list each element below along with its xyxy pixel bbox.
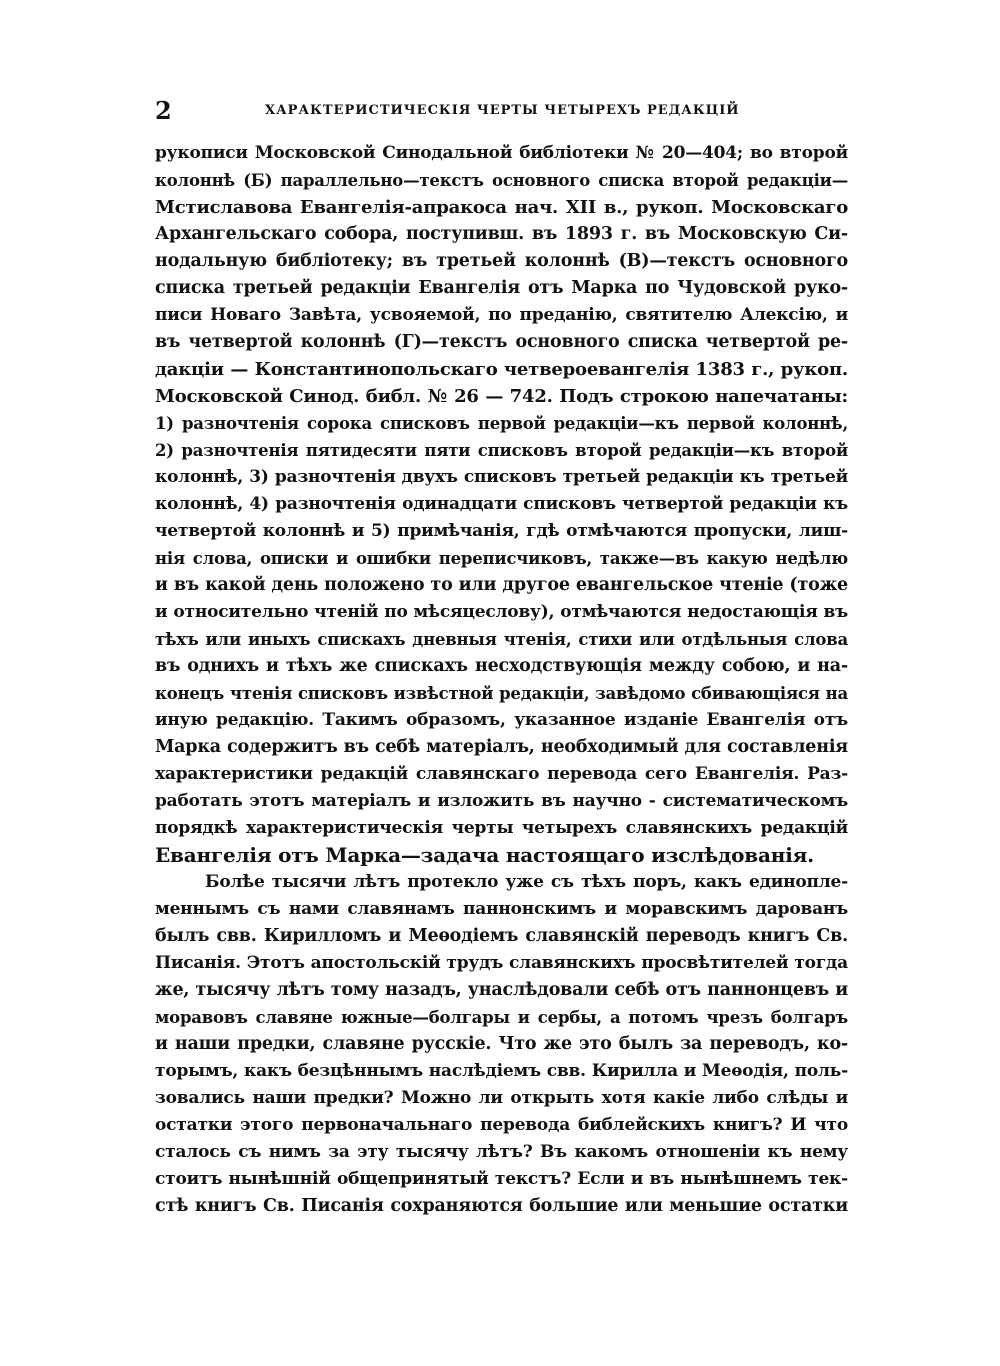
- text-line: тѣхъ или иныхъ спискахъ дневныя чтенія, стихи или отдѣльныя слова: [155, 630, 848, 649]
- text-line: въ четвертой колоннѣ (Г)—текстъ основного списка четвертой ре-: [155, 332, 848, 352]
- text-line: Евангелія отъ Марка—задача настоящаго изслѣдованія.: [155, 843, 814, 867]
- text-line: Писанія. Этотъ апостольскій трудъ славянскихъ просвѣтителей тогда: [155, 953, 848, 973]
- text-line: 2) разночтенія пятидесяти пяти списковъ второй редакціи—къ второй: [155, 441, 848, 460]
- body-text: [155, 140, 848, 1220]
- text-line: четвертой колоннѣ и 5) примѣчанія, гдѣ отмѣчаются пропуски, лиш-: [155, 521, 848, 541]
- page-number: 2: [155, 96, 172, 125]
- text-line: стоитъ нынѣшній общепринятый текстъ? Если и въ нынѣшнемъ тек-: [155, 1169, 848, 1189]
- text-line: меннымъ съ нами славянамъ паннонскимъ и моравскимъ дарованъ: [155, 899, 848, 919]
- text-line: иную редакцію. Такимъ образомъ, указанное изданіе Евангелія отъ: [155, 710, 848, 730]
- page-header: [155, 96, 845, 126]
- text-line: остатки этого первоначальнаго перевода библейскихъ книгъ? И что: [155, 1115, 848, 1135]
- text-line: писи Новаго Завѣта, усвояемой, по преданію, святителю Алексію, и: [155, 305, 848, 325]
- text-line: торымъ, какъ безцѣннымъ наслѣдіемъ свв. Кирилла и Меѳодія, поль-: [155, 1061, 848, 1081]
- text-line: характеристики редакцій славянскаго перевода сего Евангелія. Раз-: [155, 764, 848, 784]
- text-line: Архангельскаго собора, поступивш. въ 1893 г. въ Московскую Си-: [155, 224, 848, 244]
- paragraph-1: [155, 140, 848, 869]
- text-line: былъ свв. Кирилломъ и Меѳодіемъ славянскій переводъ книгъ Св.: [155, 926, 848, 946]
- text-line: Мстиславова Евангелія-апракоса нач. XII в., рукоп. Московскаго: [155, 197, 848, 218]
- text-line: рукописи Московской Синодальной библіотеки № 20—404; во второй: [155, 143, 848, 163]
- text-line: же, тысячу лѣтъ тому назадъ, унаслѣдовали себѣ отъ паннонцевъ и: [155, 980, 848, 1000]
- text-line: списка третьей редакціи Евангелія отъ Марка по Чудовской руко-: [155, 278, 848, 298]
- text-line: въ однихъ и тѣхъ же спискахъ несходствующія между собою, и на-: [155, 656, 848, 676]
- text-line: порядкѣ характеристическія черты четырехъ славянскихъ редакцій: [155, 818, 848, 838]
- text-line: колоннѣ, 3) разночтенія двухъ списковъ третьей редакціи къ третьей: [155, 467, 848, 487]
- text-line: нодальную библіотеку; въ третьей колоннѣ (В)—текстъ основного: [155, 251, 848, 271]
- running-title: ХАРАКТЕРИСТИЧЕСКІЯ ЧЕРТЫ ЧЕТЫРЕХЪ РЕДАКЦІЙ: [265, 103, 740, 118]
- text-line: Болѣе тысячи лѣтъ протекло уже съ тѣхъ поръ, какъ единопле-: [205, 872, 848, 892]
- text-line: моравовъ славяне южные—болгары и сербы, а потомъ чрезъ болгаръ: [155, 1008, 848, 1027]
- text-line: сталось съ нимъ за эту тысячу лѣтъ? Въ какомъ отношеніи къ нему: [155, 1142, 848, 1162]
- text-line: колоннѣ, 4) разночтенія одинадцати списковъ четвертой редакціи къ: [155, 494, 848, 514]
- text-line: стѣ книгъ Св. Писанія сохраняются большие или меньшие остатки: [155, 1196, 848, 1216]
- text-line: зовались наши предки? Можно ли открыть хотя какіе либо слѣды и: [155, 1088, 848, 1108]
- text-line: и наши предки, славяне русскіе. Что же это былъ за переводъ, ко-: [155, 1034, 848, 1054]
- text-line: Московской Синод. библ. № 26 — 742. Подъ строкою напечатаны:: [155, 386, 848, 407]
- text-line: Марка содержитъ въ себѣ матеріалъ, необходимый для составленія: [155, 737, 848, 757]
- text-line: конецъ чтенія списковъ извѣстной редакціи, завѣдомо сбивающіяся на: [155, 684, 848, 703]
- paragraph-2: [155, 869, 848, 1220]
- text-line: и въ какой день положено то или другое евангельское чтеніе (тоже: [155, 575, 848, 595]
- text-line: колоннѣ (Б) параллельно—текстъ основного списка второй редакціи—: [155, 171, 848, 190]
- text-line: и относительно чтеній по мѣсяцеслову), отмѣчаются недостающія въ: [155, 602, 848, 622]
- text-line: нія слова, описки и ошибки переписчиковъ, также—въ какую недѣлю: [155, 549, 848, 568]
- text-line: дакціи — Константинопольскаго четвероевангелія 1383 г., рукоп.: [155, 359, 848, 380]
- text-line: 1) разночтенія сорока списковъ первой редакціи—къ первой колоннѣ,: [155, 414, 848, 433]
- text-line: работать этотъ матеріалъ и изложить въ научно - систематическомъ: [155, 791, 848, 811]
